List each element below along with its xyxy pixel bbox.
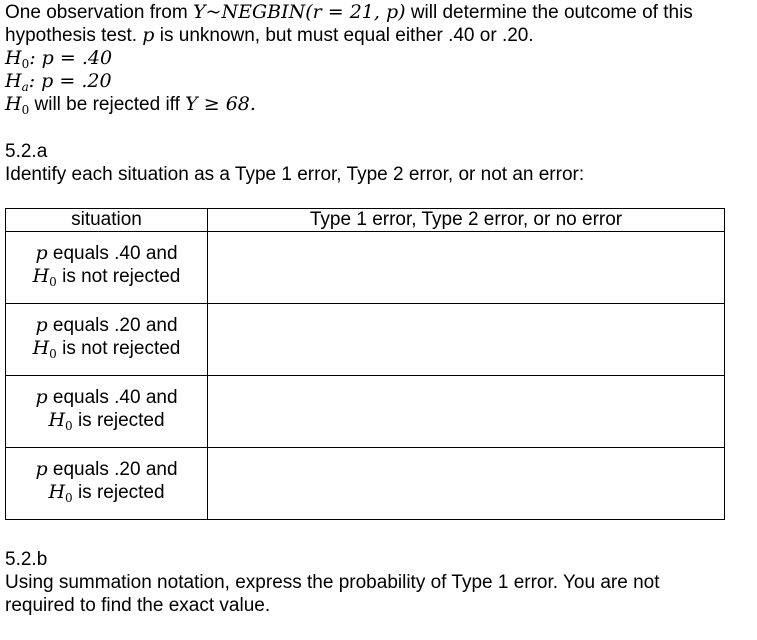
situation-cell (6, 232, 208, 304)
h-subscript: 0 (49, 346, 57, 361)
param-p: p (142, 24, 155, 46)
intro-text: hypothesis test. (5, 25, 143, 46)
h-symbol: H (5, 47, 22, 69)
and-text: and (140, 458, 178, 480)
intro-line-1 (5, 1, 693, 24)
situation-cell (6, 376, 208, 448)
param-p: p (35, 457, 48, 480)
h-symbol: H (32, 264, 50, 287)
h-subscript: 0 (21, 57, 30, 71)
ha-equation: : p = .20 (28, 70, 112, 92)
rejection-text: will be rejected iff (29, 94, 186, 115)
part-b-line-1: Using summation notation, express the probability of Type 1 error. You are not (5, 572, 660, 593)
p-value-text: equals .20 (47, 458, 141, 480)
param-p: p (35, 241, 48, 264)
header-error-type: Type 1 error, Type 2 error, or no error (208, 209, 725, 232)
status-text: is rejected (72, 409, 165, 431)
h-symbol: H (48, 408, 66, 431)
p-value-text: equals .40 (47, 386, 141, 408)
answer-cell[interactable] (208, 448, 725, 520)
intro-line-2 (5, 24, 534, 47)
part-a-label: 5.2.a (5, 141, 48, 162)
header-situation: situation (6, 209, 208, 232)
h-subscript: 0 (65, 490, 73, 505)
status-text: is not rejected (56, 265, 181, 287)
h-subscript: a (21, 80, 29, 94)
h-subscript: 0 (65, 418, 73, 433)
p-value-text: equals .40 (47, 242, 141, 264)
h-subscript: 0 (21, 103, 30, 117)
h-subscript: 0 (49, 274, 57, 289)
intro-text: One observation from (5, 2, 193, 23)
table-header-row (6, 209, 725, 232)
intro-text: is unknown, but must equal either .40 or .20. (154, 25, 534, 46)
h-symbol: H (5, 70, 22, 92)
situation-cell (6, 304, 208, 376)
table-row (6, 304, 725, 376)
table-row (6, 448, 725, 520)
intro-text: will determine the outcome of this (405, 2, 693, 23)
status-text: is not rejected (56, 337, 181, 359)
rejection-rule (5, 93, 256, 122)
situation-cell (6, 448, 208, 520)
and-text: and (140, 386, 178, 408)
h0-equation: : p = .40 (29, 47, 113, 69)
answer-cell[interactable] (208, 304, 725, 376)
h-symbol: H (5, 93, 22, 115)
status-text: is rejected (72, 481, 165, 503)
param-p: p (35, 313, 48, 336)
answer-cell[interactable] (208, 376, 725, 448)
answer-cell[interactable] (208, 232, 725, 304)
rejection-condition: Y ≥ 68. (185, 93, 256, 115)
part-b-label: 5.2.b (5, 549, 48, 570)
h-symbol: H (48, 480, 66, 503)
table-row (6, 232, 725, 304)
and-text: and (140, 242, 178, 264)
part-a-instruction: Identify each situation as a Type 1 error, Type 2 error, or not an error: (5, 164, 585, 185)
table-row (6, 376, 725, 448)
error-table (5, 208, 725, 520)
param-p: p (35, 385, 48, 408)
part-b-line-2: required to find the exact value. (5, 595, 271, 616)
distribution-expression: Y~NEGBIN(r = 21, p) (192, 1, 406, 23)
and-text: and (140, 314, 178, 336)
p-value-text: equals .20 (47, 314, 141, 336)
h-symbol: H (32, 336, 50, 359)
